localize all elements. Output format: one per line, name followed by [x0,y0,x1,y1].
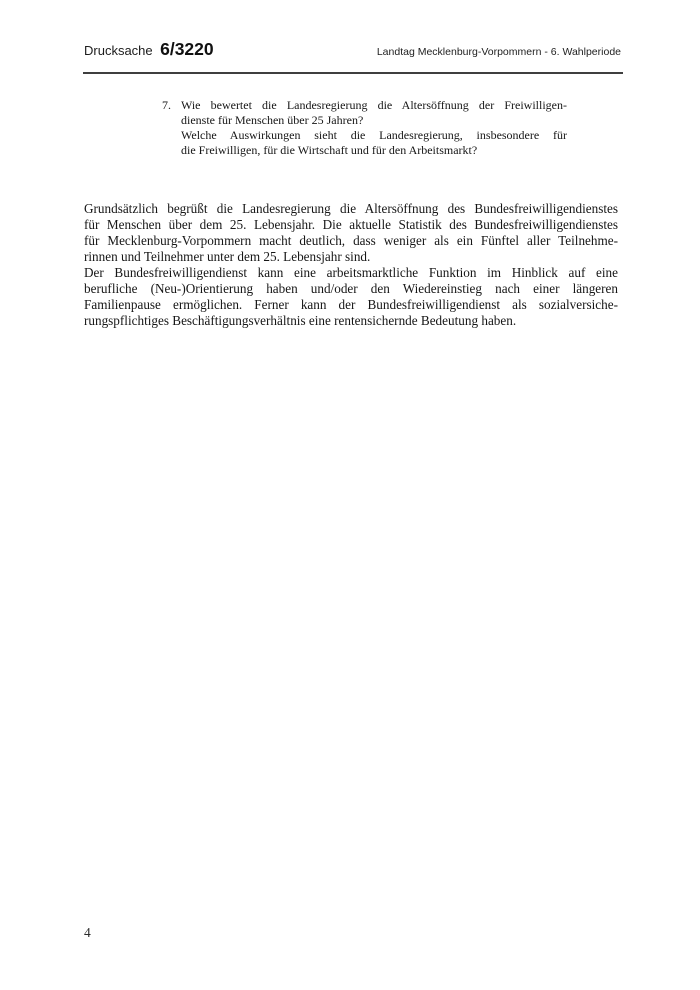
question-line: dienste für Menschen über 25 Jahren? [181,113,364,127]
answer-text [84,201,618,329]
question-line: Welche Auswirkungen sieht die Landesregierung, insbesondere für [181,128,567,142]
answer-line: rinnen und Teilnehmer unter dem 25. Lebensjahr sind. [84,249,371,264]
header-divider-rule [83,72,623,74]
question-line: die Freiwilligen, für die Wirtschaft und für den Arbeitsmarkt? [181,143,478,157]
question-line: Wie bewertet die Landesregierung die Altersöffnung der Freiwilligen- [181,98,567,112]
answer-line: rungspflichtiges Beschäftigungsverhältnis eine rentensichernde Bedeutung haben. [84,313,517,328]
question-number: 7. [162,98,171,112]
answer-paragraph [84,265,618,329]
answer-line: Grundsätzlich begrüßt die Landesregierung die Altersöffnung des Bundesfreiwilligendienstes [84,201,618,216]
answer-line: für Mecklenburg-Vorpommern macht deutlich, dass weniger als ein Fünftel aller Teilnehme- [84,233,618,248]
document-header [84,41,621,59]
header-parliament-label: Landtag Mecklenburg-Vorpommern - 6. Wahlperiode [376,46,621,58]
doc-number: 6/3220 [160,39,214,59]
answer-line: Familienpause ermöglichen. Ferner kann der Bundesfreiwilligendienst als sozialversiche- [84,297,618,312]
answer-line: Der Bundesfreiwilligendienst kann eine arbeitsmarktliche Funktion im Hinblick auf eine [84,265,618,280]
doc-id [84,41,214,59]
doc-type-label: Drucksache [84,43,153,58]
question-block [162,98,567,158]
page-number: 4 [84,925,91,940]
answer-paragraph [84,201,618,265]
answer-line: berufliche (Neu-)Orientierung haben und/oder den Wiedereinstieg nach einer längeren [84,281,618,296]
answer-line: für Menschen über dem 25. Lebensjahr. Die aktuelle Statistik des Bundesfreiwilligendienstes [84,217,618,232]
